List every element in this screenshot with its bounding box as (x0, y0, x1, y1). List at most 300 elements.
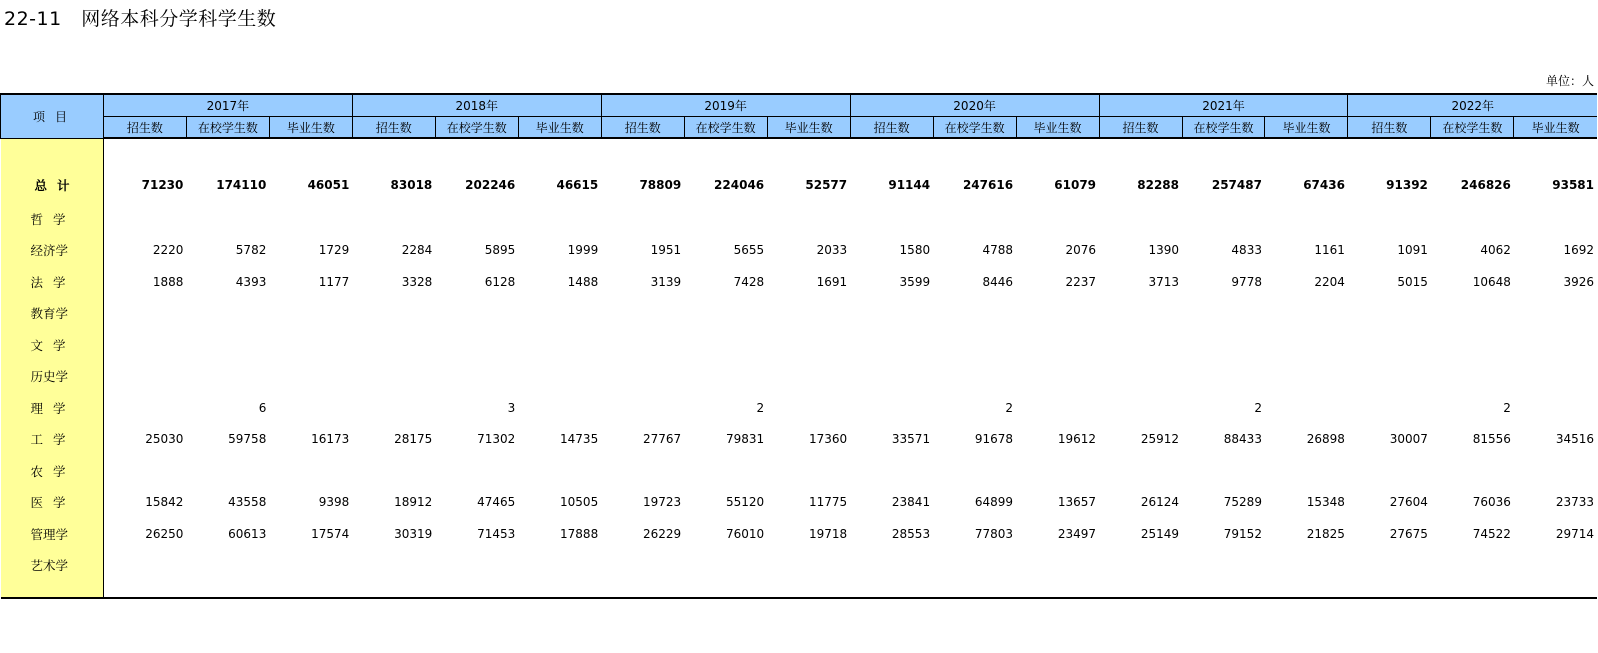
value-cell (850, 138, 933, 167)
value-cell: 25030 (145, 432, 184, 447)
value-cell: 19718 (808, 526, 848, 541)
value-cell (1431, 581, 1514, 598)
value-cell (767, 581, 850, 598)
value-cell: 25912 (1140, 432, 1179, 447)
value-cell: 2076 (1065, 243, 1097, 258)
value-cell: 3926 (1563, 274, 1594, 289)
value-cell (601, 298, 684, 330)
value-cell (186, 361, 269, 393)
value-cell (1514, 203, 1597, 235)
value-cell: 3139 (650, 274, 682, 289)
value-cell (1182, 550, 1265, 582)
table-row (1, 424, 1598, 456)
row-label: 农学 (1, 455, 104, 487)
value-cell (269, 455, 352, 487)
value-cell (352, 550, 435, 582)
value-cell: 224046 (714, 178, 765, 192)
value-cell (1431, 361, 1514, 393)
value-cell: 7428 (733, 274, 765, 289)
value-cell: 34516 (1555, 432, 1594, 447)
value-cell (684, 298, 767, 330)
value-cell (1182, 138, 1265, 167)
value-cell (1514, 550, 1597, 582)
value-cell (601, 203, 684, 235)
value-cell (933, 203, 1016, 235)
value-cell (1016, 361, 1099, 393)
value-cell (1514, 455, 1597, 487)
sub-column-header: 招生数 (1099, 117, 1182, 139)
value-cell (269, 361, 352, 393)
value-cell (1514, 329, 1597, 361)
row-label: 文学 (1, 329, 104, 361)
year-header: 2020年 (850, 94, 1099, 117)
value-cell (186, 581, 269, 598)
value-cell: 3599 (899, 274, 931, 289)
sub-column-header: 招生数 (352, 117, 435, 139)
value-cell (1514, 392, 1597, 424)
value-cell: 23841 (891, 495, 931, 510)
data-table (0, 93, 1597, 599)
label-cell (1, 581, 104, 598)
value-cell: 1692 (1563, 243, 1594, 258)
value-cell (767, 361, 850, 393)
sub-column-header: 在校学生数 (684, 117, 767, 139)
year-header: 2018年 (352, 94, 601, 117)
value-cell (103, 550, 186, 582)
value-cell (1016, 392, 1099, 424)
value-cell: 88433 (1223, 432, 1262, 447)
value-cell (1265, 581, 1348, 598)
value-cell (933, 455, 1016, 487)
sub-column-header: 在校学生数 (186, 117, 269, 139)
value-cell (1265, 203, 1348, 235)
value-cell: 59758 (228, 432, 267, 447)
value-cell: 3713 (1148, 274, 1179, 289)
table-row (1, 167, 1598, 203)
value-cell (1514, 581, 1597, 598)
sub-column-header: 招生数 (1348, 117, 1431, 139)
year-header: 2022年 (1348, 94, 1597, 117)
value-cell: 55120 (725, 495, 765, 510)
value-cell (601, 138, 684, 167)
value-cell: 9778 (1231, 274, 1262, 289)
value-cell (435, 298, 518, 330)
value-cell: 2204 (1314, 274, 1345, 289)
value-cell (1099, 581, 1182, 598)
value-cell: 1951 (650, 243, 682, 258)
value-cell (518, 138, 601, 167)
value-cell (767, 203, 850, 235)
value-cell (1099, 203, 1182, 235)
table-row (1, 266, 1598, 298)
value-cell: 61079 (1054, 178, 1097, 192)
value-cell (1099, 455, 1182, 487)
table-header (1, 94, 1598, 138)
sub-column-header: 招生数 (850, 117, 933, 139)
sub-column-header: 在校学生数 (1182, 117, 1265, 139)
value-cell: 2 (1503, 400, 1511, 415)
value-cell (352, 581, 435, 598)
value-cell: 25149 (1140, 526, 1179, 541)
value-cell (1016, 329, 1099, 361)
value-cell: 71302 (477, 432, 516, 447)
value-cell: 5655 (733, 243, 765, 258)
value-cell (186, 203, 269, 235)
sub-column-header: 毕业生数 (1265, 117, 1348, 139)
value-cell (103, 581, 186, 598)
page-title: 22-11 网络本科分学科学生数 (4, 8, 277, 30)
value-cell: 18912 (394, 495, 433, 510)
value-cell: 30007 (1389, 432, 1428, 447)
row-label: 哲学 (1, 203, 104, 235)
value-cell (1182, 361, 1265, 393)
value-cell (186, 455, 269, 487)
value-cell (1348, 138, 1431, 167)
value-cell (103, 455, 186, 487)
value-cell: 71453 (477, 526, 516, 541)
value-cell: 91144 (888, 178, 931, 192)
value-cell (933, 298, 1016, 330)
value-cell: 21825 (1306, 526, 1345, 541)
table-row (1, 361, 1598, 393)
value-cell: 1999 (567, 243, 599, 258)
value-cell (850, 329, 933, 361)
value-cell (684, 550, 767, 582)
sub-column-header: 毕业生数 (1016, 117, 1099, 139)
value-cell (1431, 298, 1514, 330)
row-label: 理学 (1, 392, 104, 424)
value-cell: 202246 (465, 178, 516, 192)
value-cell (103, 203, 186, 235)
value-cell (1431, 138, 1514, 167)
table-body (1, 138, 1598, 598)
value-cell (933, 550, 1016, 582)
value-cell: 10648 (1472, 274, 1511, 289)
value-cell: 74522 (1472, 526, 1511, 541)
value-cell: 3 (507, 400, 516, 415)
value-cell (518, 329, 601, 361)
value-cell (1016, 455, 1099, 487)
sub-column-header: 在校学生数 (933, 117, 1016, 139)
value-cell (269, 550, 352, 582)
value-cell (1099, 138, 1182, 167)
value-cell (684, 138, 767, 167)
value-cell: 1091 (1397, 243, 1428, 258)
value-cell (186, 138, 269, 167)
value-cell: 2220 (152, 243, 184, 258)
value-cell: 1161 (1314, 243, 1345, 258)
sub-column-header: 招生数 (601, 117, 684, 139)
value-cell (103, 392, 186, 424)
value-cell (601, 392, 684, 424)
value-cell: 79152 (1223, 526, 1262, 541)
value-cell (269, 138, 352, 167)
value-cell: 1580 (899, 243, 931, 258)
value-cell (1099, 329, 1182, 361)
value-cell: 1691 (816, 274, 848, 289)
value-cell: 26250 (145, 526, 184, 541)
value-cell (1265, 392, 1348, 424)
value-cell (352, 455, 435, 487)
value-cell: 2033 (816, 243, 848, 258)
value-cell (1182, 203, 1265, 235)
value-cell (1016, 203, 1099, 235)
sub-column-header: 毕业生数 (518, 117, 601, 139)
value-cell (850, 550, 933, 582)
value-cell: 47465 (477, 495, 516, 510)
value-cell: 28175 (394, 432, 433, 447)
value-cell: 75289 (1223, 495, 1262, 510)
sub-column-header: 招生数 (103, 117, 186, 139)
value-cell: 46051 (307, 178, 350, 192)
value-cell (1182, 329, 1265, 361)
value-cell (103, 138, 186, 167)
value-cell: 64899 (974, 495, 1014, 510)
value-cell (435, 203, 518, 235)
value-cell (933, 329, 1016, 361)
value-cell (1348, 298, 1431, 330)
value-cell (850, 298, 933, 330)
value-cell (933, 361, 1016, 393)
value-cell (518, 455, 601, 487)
value-cell (684, 581, 767, 598)
value-cell (518, 203, 601, 235)
value-cell (103, 298, 186, 330)
value-cell: 26124 (1140, 495, 1179, 510)
value-cell: 1729 (318, 243, 350, 258)
value-cell: 3328 (401, 274, 433, 289)
value-cell (1265, 298, 1348, 330)
value-cell (1016, 581, 1099, 598)
value-cell (767, 329, 850, 361)
row-label: 历史学 (1, 361, 104, 393)
value-cell (1016, 550, 1099, 582)
year-header: 2017年 (103, 94, 352, 117)
value-cell (684, 203, 767, 235)
table-row (1, 518, 1598, 550)
value-cell: 79831 (725, 432, 765, 447)
value-cell (1182, 581, 1265, 598)
value-cell: 27604 (1389, 495, 1428, 510)
value-cell (352, 203, 435, 235)
year-header: 2021年 (1099, 94, 1348, 117)
value-cell (767, 392, 850, 424)
value-cell (1348, 581, 1431, 598)
value-cell (518, 392, 601, 424)
value-cell: 76010 (725, 526, 765, 541)
value-cell (435, 581, 518, 598)
value-cell: 2 (1005, 400, 1014, 415)
value-cell: 33571 (891, 432, 931, 447)
value-cell (435, 455, 518, 487)
value-cell: 30319 (394, 526, 433, 541)
row-label: 法学 (1, 266, 104, 298)
value-cell (1182, 455, 1265, 487)
value-cell: 2 (756, 400, 765, 415)
label-cell (1, 138, 104, 167)
value-cell (1514, 298, 1597, 330)
value-cell (103, 361, 186, 393)
value-cell (1265, 361, 1348, 393)
value-cell: 26898 (1306, 432, 1345, 447)
value-cell (1431, 329, 1514, 361)
value-cell (1265, 455, 1348, 487)
value-cell (352, 392, 435, 424)
value-cell: 27675 (1389, 526, 1428, 541)
value-cell (1514, 361, 1597, 393)
value-cell: 1488 (567, 274, 599, 289)
value-cell: 2284 (401, 243, 433, 258)
value-cell (850, 203, 933, 235)
value-cell (1182, 298, 1265, 330)
value-cell (1348, 392, 1431, 424)
value-cell (1431, 455, 1514, 487)
value-cell: 46615 (556, 178, 599, 192)
value-cell (850, 581, 933, 598)
value-cell: 6128 (484, 274, 516, 289)
value-cell (1431, 203, 1514, 235)
value-cell: 81556 (1472, 432, 1511, 447)
value-cell: 2237 (1065, 274, 1097, 289)
value-cell (518, 581, 601, 598)
value-cell (850, 361, 933, 393)
value-cell (684, 329, 767, 361)
value-cell: 78809 (639, 178, 682, 192)
value-cell (518, 298, 601, 330)
value-cell: 4393 (235, 274, 267, 289)
value-cell: 4833 (1231, 243, 1262, 258)
item-header: 项目 (1, 94, 104, 138)
value-cell: 43558 (228, 495, 267, 510)
value-cell (269, 329, 352, 361)
value-cell: 174110 (216, 178, 267, 192)
value-cell: 247616 (962, 178, 1014, 192)
value-cell (767, 298, 850, 330)
value-cell: 52577 (805, 178, 848, 192)
table-row (1, 455, 1598, 487)
value-cell (601, 361, 684, 393)
row-label: 艺术学 (1, 550, 104, 582)
value-cell (352, 361, 435, 393)
value-cell (1348, 455, 1431, 487)
value-cell: 1888 (152, 274, 184, 289)
value-cell: 11775 (808, 495, 848, 510)
value-cell: 17888 (560, 526, 599, 541)
table-row (1, 203, 1598, 235)
value-cell (269, 298, 352, 330)
value-cell: 16173 (311, 432, 350, 447)
row-label: 教育学 (1, 298, 104, 330)
value-cell (1514, 138, 1597, 167)
value-cell: 246826 (1460, 178, 1511, 192)
value-cell (767, 455, 850, 487)
value-cell (435, 138, 518, 167)
row-label: 医学 (1, 487, 104, 519)
value-cell (103, 329, 186, 361)
value-cell (186, 329, 269, 361)
value-cell: 76036 (1472, 495, 1511, 510)
value-cell (601, 550, 684, 582)
sub-column-header: 毕业生数 (1514, 117, 1597, 139)
value-cell (1265, 550, 1348, 582)
value-cell: 15842 (145, 495, 184, 510)
value-cell: 4062 (1480, 243, 1511, 258)
value-cell (186, 298, 269, 330)
value-cell (1265, 329, 1348, 361)
value-cell: 15348 (1306, 495, 1345, 510)
value-cell: 10505 (560, 495, 599, 510)
value-cell (684, 361, 767, 393)
row-label: 工学 (1, 424, 104, 456)
row-label: 管理学 (1, 518, 104, 550)
table-row (1, 329, 1598, 361)
value-cell: 1177 (318, 274, 350, 289)
row-label: 经济学 (1, 235, 104, 267)
table-row (1, 298, 1598, 330)
value-cell (767, 138, 850, 167)
sub-column-header: 毕业生数 (269, 117, 352, 139)
sub-column-header: 在校学生数 (1431, 117, 1514, 139)
sub-column-header: 毕业生数 (767, 117, 850, 139)
value-cell (601, 455, 684, 487)
value-cell: 26229 (643, 526, 682, 541)
value-cell: 1390 (1148, 243, 1179, 258)
unit-note: 单位：人 (1545, 74, 1594, 88)
value-cell (435, 361, 518, 393)
value-cell (1265, 138, 1348, 167)
sub-column-header: 在校学生数 (435, 117, 518, 139)
value-cell (601, 329, 684, 361)
value-cell: 9398 (318, 495, 350, 510)
value-cell (684, 455, 767, 487)
value-cell: 60613 (228, 526, 267, 541)
value-cell (601, 581, 684, 598)
value-cell: 23733 (1555, 495, 1594, 510)
value-cell: 93581 (1552, 178, 1594, 192)
value-cell (352, 138, 435, 167)
value-cell (435, 329, 518, 361)
value-cell: 29714 (1555, 526, 1594, 541)
value-cell (1099, 298, 1182, 330)
value-cell (1348, 203, 1431, 235)
value-cell: 67436 (1303, 178, 1345, 192)
value-cell: 17360 (808, 432, 848, 447)
value-cell: 71230 (141, 178, 184, 192)
value-cell: 5782 (235, 243, 267, 258)
value-cell (1016, 138, 1099, 167)
row-label: 总计 (1, 167, 104, 203)
value-cell: 28553 (891, 526, 931, 541)
value-cell (518, 361, 601, 393)
value-cell (1016, 298, 1099, 330)
value-cell (186, 550, 269, 582)
table-row (1, 487, 1598, 519)
value-cell: 8446 (982, 274, 1014, 289)
value-cell: 2 (1254, 400, 1262, 415)
value-cell (1431, 550, 1514, 582)
table-row (1, 550, 1598, 582)
value-cell (435, 550, 518, 582)
value-cell (767, 550, 850, 582)
value-cell (352, 298, 435, 330)
value-cell (269, 581, 352, 598)
value-cell: 19612 (1057, 432, 1097, 447)
value-cell: 4788 (982, 243, 1014, 258)
value-cell: 83018 (390, 178, 433, 192)
value-cell: 257487 (1211, 178, 1262, 192)
value-cell: 27767 (643, 432, 682, 447)
value-cell (933, 581, 1016, 598)
